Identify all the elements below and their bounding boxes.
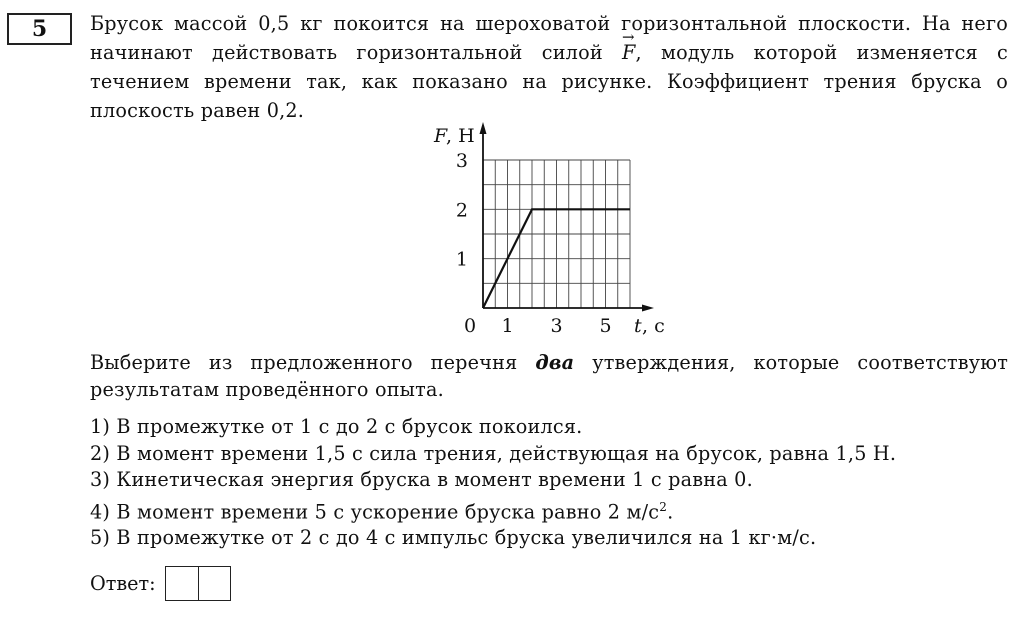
y-axis-unit: , Н <box>446 125 475 147</box>
answer-area <box>90 566 231 601</box>
y-tick-label: 2 <box>455 199 468 222</box>
y-tick-label: 1 <box>455 248 468 271</box>
option-3: 3) Кинетическая энергия бруска в момент времени 1 с равна 0. <box>90 468 753 491</box>
x-tick-label: 5 <box>599 315 612 337</box>
y-tick-label: 3 <box>455 150 468 172</box>
question-emphasis: два <box>535 351 575 374</box>
option-1: 1) В промежутке от 1 с до 2 с брусок покоился. <box>90 415 583 438</box>
question-part-1: Выберите из предложенного перечня <box>90 351 536 374</box>
x-axis-unit: , с <box>642 315 665 337</box>
question-text <box>90 349 1008 403</box>
option-5: 5) В промежутке от 2 с до 4 с импульс бруска увеличился на 1 кг·м/с. <box>90 526 817 550</box>
y-axis-symbol: F <box>434 125 448 147</box>
option-4-text: 4) В момент времени 5 с ускорение бруска равно 2 м/с <box>90 499 660 523</box>
x-tick-label: 1 <box>501 315 514 337</box>
graph-grid <box>483 160 630 308</box>
problem-text-part-2: , модуль которой изменяется с течением времени так, как показано на рисунке. Коэффициент трения бруска о плоскость равен 0,2. <box>90 41 1008 122</box>
origin-label: 0 <box>464 315 477 337</box>
answer-options <box>90 414 1020 552</box>
y-axis-arrow <box>480 122 487 134</box>
x-tick-label: 3 <box>550 315 563 337</box>
option-4 <box>90 494 1020 526</box>
answer-label: Ответ: <box>90 572 156 595</box>
force-time-graph <box>420 118 665 343</box>
option-4-end: . <box>667 499 674 523</box>
force-vector-symbol: → F <box>622 38 636 67</box>
x-axis-arrow <box>642 305 654 312</box>
graph-ticks <box>456 150 612 337</box>
task-number: 5 <box>7 13 72 45</box>
option-2: 2) В момент времени 1,5 с сила трения, действующая на брусок, равна 1,5 Н. <box>90 441 897 465</box>
x-axis-symbol: t <box>634 315 642 337</box>
answer-cells <box>165 566 231 601</box>
question-part-2: утверждения, которые соответствуют результатам проведённого опыта. <box>90 351 1009 401</box>
answer-cell-1[interactable] <box>166 567 198 600</box>
answer-cell-2[interactable] <box>198 567 230 600</box>
problem-statement <box>90 9 1008 125</box>
option-4-superscript: 2 <box>659 499 668 514</box>
problem-text-part-1: Брусок массой 0,5 кг покоится на шероховатой горизонтальной плоскости. На него начинают действовать горизонтальной силой <box>90 12 1008 64</box>
